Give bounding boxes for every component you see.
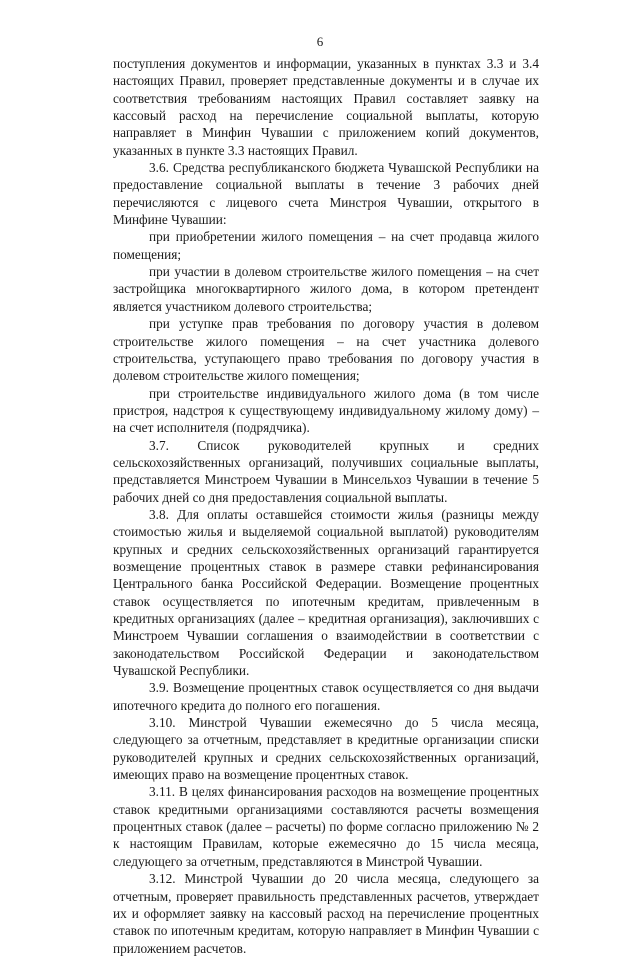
paragraph-3-9: 3.9. Возмещение процентных ставок осуществляется со дня выдачи ипотечного кредита до полного его погашения. xyxy=(113,680,539,713)
paragraph-individual-house: при строительстве индивидуального жилого дома (в том числе пристроя, надстроя к существующему индивидуальному жилому дому) – на счет исполнителя (подрядчика). xyxy=(113,385,539,436)
paragraph-purchase: при приобретении жилого помещения – на счет продавца жилого помещения; xyxy=(113,229,539,262)
paragraph-3-11: 3.11. В целях финансирования расходов на возмещение процентных ставок кредитными организациями составляются расчеты возмещения процентных ставок (далее – расчеты) по форме согласно приложению № 2 к настоящим Правилам, которые ежемесячно до 15 числа месяца, следующего за отчетным, представляются в Минстрой Чувашии. xyxy=(113,784,539,869)
paragraph-3-7: 3.7. Список руководителей крупных и средних сельскохозяйственных организаций, получивших социальные выплаты, представляется Минстроем Чувашии в Минсельхоз Чувашии в течение 5 рабочих дней со дня предоставления социальной выплаты. xyxy=(113,437,539,505)
paragraph-assignment: при уступке прав требования по договору участия в долевом строительстве жилого помещения – на счет участника долевого строительства, уступающего право требования по договору участия в долевом строительстве жилого помещения; xyxy=(113,316,539,384)
paragraph-3-6: 3.6. Средства республиканского бюджета Чувашской Республики на предоставление социальной выплаты в течение 3 рабочих дней перечисляются с лицевого счета Минстроя Чувашии, открытого в Минфине Чувашии: xyxy=(113,160,539,228)
page-number: 6 xyxy=(316,34,324,49)
paragraph-3-8: 3.8. Для оплаты оставшейся стоимости жилья (разницы между стоимостью жилья и выделяемой социальной выплатой) руководителям крупных и средних сельскохозяйственных организаций гарантируется возмещение процентных ставок в размере ставки рефинансирования Центрального банка Российской Федерации. Возмещение процентных ставок осуществляется по ипотечным кредитам, привлеченным в кредитных организациях (далее – кредитная организация), заключивших с Минстроем Чувашии соглашения о взаимодействии в соответствии с законодательством Российской Федерации и законодательством Чувашской Республики. xyxy=(113,506,539,679)
paragraph-3-12: 3.12. Минстрой Чувашии до 20 числа месяца, следующего за отчетным, проверяет правильность представленных расчетов, утверждает их и оформляет заявку на кассовый расход на перечисление процентных ставок по ипотечным кредитам, которую направляет в Минфин Чувашии с приложением расчетов. xyxy=(113,871,539,956)
paragraph-3-10: 3.10. Минстрой Чувашии ежемесячно до 5 числа месяца, следующего за отчетным, представляет в кредитные организации списки руководителей крупных и средних сельскохозяйственных организаций, имеющих право на возмещение процентных ставок. xyxy=(113,715,539,783)
paragraph-continuation: поступления документов и информации, указанных в пунктах 3.3 и 3.4 настоящих Правил, проверяет представленные документы и в случае их соответствия требованиям настоящих Правил составляет заявку на кассовый расход на перечисление социальной выплаты, которую направляет в Минфин Чувашии с приложением копий документов, указанных в пункте 3.3 настоящих Правил. xyxy=(113,56,539,158)
document-body xyxy=(113,55,539,957)
paragraph-shared-construction: при участии в долевом строительстве жилого помещения – на счет застройщика многоквартирного жилого дома, в котором претендент является участником долевого строительства; xyxy=(113,264,539,314)
